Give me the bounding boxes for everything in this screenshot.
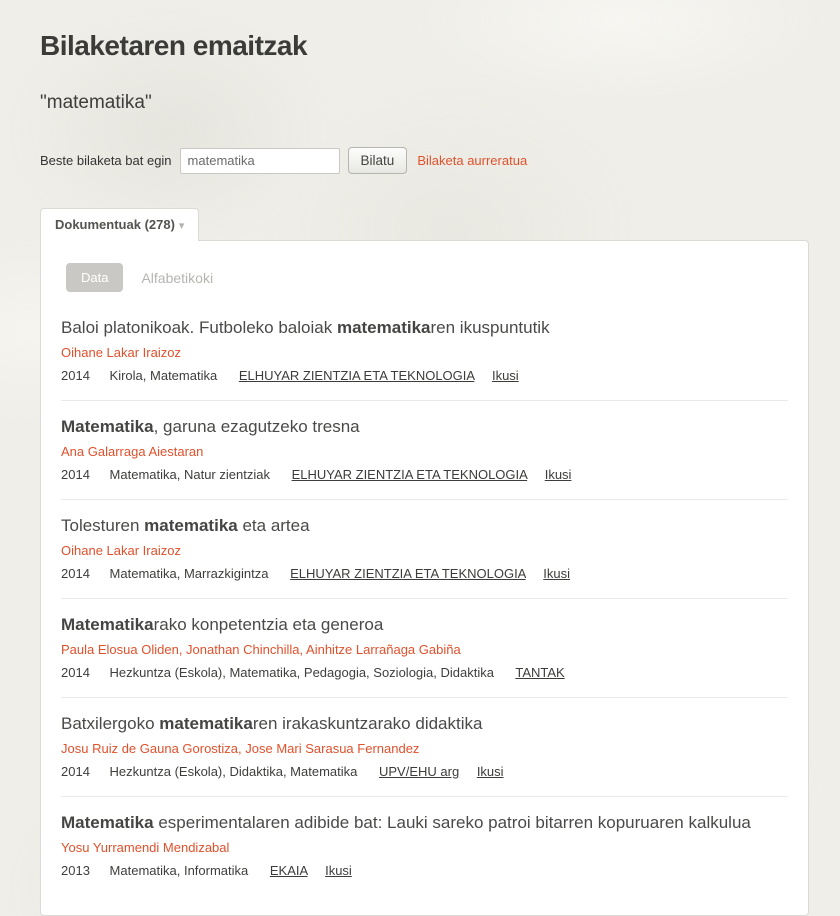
- search-result-item: [61, 500, 788, 599]
- result-meta: [61, 863, 788, 878]
- result-author-link[interactable]: Ainhitze Larrañaga Gabiña: [306, 642, 461, 657]
- sort-by-date-button[interactable]: Data: [66, 263, 123, 292]
- result-title[interactable]: Tolesturen matematika eta artea: [61, 516, 310, 535]
- result-year: 2014: [61, 665, 90, 680]
- result-author-link[interactable]: Paula Elosua Oliden: [61, 642, 179, 657]
- result-title[interactable]: Matematika, garuna ezagutzeko tresna: [61, 417, 360, 436]
- search-input[interactable]: [180, 148, 340, 174]
- result-authors: Paula Elosua Oliden, Jonathan Chinchilla, Ainhitze Larrañaga Gabiña: [61, 642, 461, 657]
- result-view-link[interactable]: Ikusi: [543, 566, 570, 581]
- result-author-link[interactable]: Jose Mari Sarasua Fernandez: [245, 741, 420, 756]
- result-source-link[interactable]: TANTAK: [515, 665, 565, 680]
- advanced-search-link[interactable]: Bilaketa aurreratua: [417, 153, 528, 168]
- result-title[interactable]: Batxilergoko matematikaren irakaskuntzarako didaktika: [61, 714, 483, 733]
- result-categories: Hezkuntza (Eskola), Matematika, Pedagogia, Soziologia, Didaktika: [109, 665, 494, 680]
- result-title[interactable]: Baloi platonikoak. Futboleko baloiak matematikaren ikuspuntutik: [61, 318, 550, 337]
- page-title: Bilaketaren emaitzak: [40, 30, 308, 61]
- result-source-link[interactable]: ELHUYAR ZIENTZIA ETA TEKNOLOGIA: [291, 467, 528, 482]
- result-author-link[interactable]: Oihane Lakar Iraizoz: [61, 543, 181, 558]
- result-view-link[interactable]: Ikusi: [325, 863, 352, 878]
- result-meta: [61, 368, 788, 383]
- result-author-link[interactable]: Yosu Yurramendi Mendizabal: [61, 840, 230, 855]
- result-author-link[interactable]: Oihane Lakar Iraizoz: [61, 345, 181, 360]
- result-meta: [61, 764, 788, 779]
- result-author-link[interactable]: Ana Galarraga Aiestaran: [61, 444, 204, 459]
- result-view-link[interactable]: Ikusi: [476, 764, 504, 779]
- result-meta: [61, 566, 788, 581]
- tab-documents-label: Dokumentuak (278): [55, 217, 175, 232]
- search-form: [40, 147, 840, 174]
- result-source-link[interactable]: ELHUYAR ZIENTZIA ETA TEKNOLOGIA: [238, 368, 475, 383]
- result-authors: Josu Ruiz de Gauna Gorostiza, Jose Mari Sarasua Fernandez: [61, 741, 420, 756]
- result-source-link[interactable]: EKAIA: [269, 863, 308, 878]
- chevron-down-icon: ▾: [178, 220, 185, 232]
- result-author-link[interactable]: Jonathan Chinchilla: [186, 642, 300, 657]
- result-categories: Matematika, Informatika: [109, 863, 249, 878]
- results-list: [61, 302, 788, 895]
- search-result-item: [61, 302, 788, 401]
- result-authors: [61, 840, 788, 855]
- search-query-echo: "matematika": [40, 92, 152, 113]
- tabs-row: [40, 208, 840, 240]
- result-source-link[interactable]: UPV/EHU arg: [378, 764, 460, 779]
- sort-alphabetical-button[interactable]: Alfabetikoki: [141, 269, 214, 286]
- results-panel: [40, 240, 809, 916]
- search-label: Beste bilaketa bat egin: [40, 153, 172, 168]
- tab-documents[interactable]: [40, 208, 199, 241]
- search-result-item: [61, 599, 788, 698]
- result-authors: [61, 345, 788, 360]
- result-source-link[interactable]: ELHUYAR ZIENTZIA ETA TEKNOLOGIA: [290, 566, 526, 581]
- result-authors: [61, 543, 788, 558]
- search-button[interactable]: Bilatu: [348, 147, 408, 174]
- result-author-link[interactable]: Josu Ruiz de Gauna Gorostiza: [61, 741, 239, 756]
- search-result-item: [61, 698, 788, 797]
- result-year: 2013: [61, 863, 90, 878]
- search-result-item: [61, 401, 788, 500]
- result-year: 2014: [61, 467, 90, 482]
- result-year: 2014: [61, 566, 90, 581]
- result-meta: [61, 665, 788, 680]
- result-year: 2014: [61, 764, 90, 779]
- result-authors: [61, 444, 788, 459]
- result-view-link[interactable]: Ikusi: [491, 368, 519, 383]
- result-year: 2014: [61, 368, 90, 383]
- search-result-item: [61, 797, 788, 895]
- result-categories: Hezkuntza (Eskola), Didaktika, Matematika: [109, 764, 358, 779]
- result-categories: Matematika, Marrazkigintza: [109, 566, 269, 581]
- sort-controls: [61, 263, 788, 292]
- result-meta: [61, 467, 788, 482]
- result-categories: Kirola, Matematika: [109, 368, 218, 383]
- result-view-link[interactable]: Ikusi: [544, 467, 572, 482]
- result-categories: Matematika, Natur zientziak: [109, 467, 270, 482]
- result-title[interactable]: Matematika esperimentalaren adibide bat: Lauki sareko patroi bitarren kopuruaren kalkulua: [61, 813, 751, 832]
- result-title[interactable]: Matematikarako konpetentzia eta generoa: [61, 615, 384, 634]
